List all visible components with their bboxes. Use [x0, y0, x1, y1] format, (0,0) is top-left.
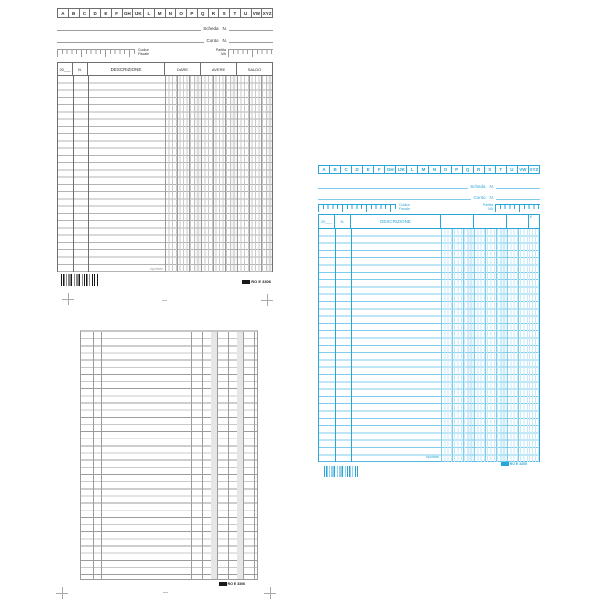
- index-tab-xyz: XYZ: [261, 8, 273, 18]
- scheda-label: Scheda: [470, 184, 486, 189]
- col-header-n: N.: [335, 215, 351, 228]
- conto-label: Conto: [473, 195, 486, 200]
- ledger-grid-body: [319, 229, 539, 462]
- ledger-card-front: [57, 8, 273, 286]
- partita-label-line1: Partita: [215, 48, 226, 52]
- index-tab-m: M: [154, 8, 166, 18]
- index-tab-ijk: IJK: [395, 165, 407, 174]
- conto-fill-line: [229, 42, 273, 43]
- index-tab-t: T: [229, 8, 241, 18]
- side-digit-ruling: [529, 229, 539, 462]
- col-header-descrizione: DESCRIZIONE: [351, 215, 441, 228]
- codice-label-line2: Fiscale: [138, 52, 150, 56]
- ledger-card-back: [80, 330, 258, 586]
- grid-vline: [101, 332, 102, 579]
- conto-line: [318, 193, 540, 200]
- col-header-saldo: SALDO: [247, 66, 262, 72]
- index-tab-u: U: [506, 165, 518, 174]
- grid-vline: [228, 332, 229, 579]
- codice-fiscale-comb: [57, 49, 135, 58]
- index-tab-gh: GH: [384, 165, 396, 174]
- barcode: [61, 274, 99, 286]
- col-header-n: N.: [73, 63, 88, 75]
- col-header-year: 20___: [58, 63, 73, 75]
- grid-vline: [243, 332, 244, 579]
- partita-label-line1: Partita: [482, 203, 493, 207]
- scheda-fill-line: [229, 30, 273, 31]
- registration-cross-mark: [56, 587, 68, 599]
- index-tab-u: U: [240, 8, 252, 18]
- ledger-table-header: [58, 63, 272, 76]
- registration-cross-mark: [264, 587, 276, 599]
- product-code: [242, 279, 271, 284]
- index-tab-r: R: [473, 165, 485, 174]
- codes-comb-row: [57, 49, 273, 59]
- col-header-amount-2: [474, 215, 507, 228]
- codice-label-line2: Fiscale: [399, 207, 411, 211]
- cents-shade-stripe: [237, 332, 243, 579]
- index-tab-strip-blue: [318, 165, 540, 174]
- index-tab-a: A: [57, 8, 69, 18]
- product-code: [219, 582, 245, 586]
- brand-logo: [501, 462, 509, 466]
- codes-comb-row: [318, 204, 540, 214]
- index-tab-xyz: XYZ: [529, 167, 539, 172]
- ledger-table: [318, 214, 540, 462]
- grid-vline: [93, 332, 94, 579]
- index-tab-l: L: [143, 8, 155, 18]
- index-tab-n: N: [165, 8, 177, 18]
- scheda-n-label: N.: [222, 26, 227, 31]
- index-tab-d: D: [351, 165, 363, 174]
- rule-line: [57, 30, 201, 31]
- index-tab-gh: GH: [122, 8, 134, 18]
- index-tab-q: Q: [197, 8, 209, 18]
- grid-vline: [73, 76, 74, 272]
- brand-logo: [219, 582, 227, 586]
- index-tab-f: F: [111, 8, 123, 18]
- scheda-fill-line: [496, 188, 540, 189]
- conto-fill-line: [496, 199, 540, 200]
- col-header-euro-mark: €: [530, 215, 532, 219]
- index-tab-l: L: [406, 165, 418, 174]
- barcode: [324, 466, 358, 477]
- index-tab-s: S: [218, 8, 230, 18]
- grid-vline: [254, 332, 255, 579]
- rule-line: [318, 188, 468, 189]
- ledger-table: [57, 62, 273, 272]
- registration-center-dash: [162, 300, 167, 301]
- col-header-avere: AVERE: [201, 63, 237, 75]
- rule-line: [318, 199, 471, 200]
- grid-vline: [217, 332, 218, 579]
- registration-cross-mark: [261, 294, 273, 306]
- amount-digit-ruling: [441, 229, 529, 462]
- partita-iva-comb: [228, 49, 273, 58]
- col-header-year: 20___: [319, 215, 335, 228]
- partita-label-line2: IVA: [487, 207, 493, 211]
- partita-label-line2: IVA: [220, 52, 226, 56]
- index-tab-n: N: [428, 165, 440, 174]
- index-tab-vw: VW: [517, 165, 529, 174]
- col-header-amount-1: [441, 215, 474, 228]
- cents-shade-stripe: [211, 332, 217, 579]
- registration-cross-mark: [62, 293, 74, 305]
- grid-vline: [191, 332, 192, 579]
- index-tab-e: E: [100, 8, 112, 18]
- index-tab-b: B: [68, 8, 80, 18]
- brand-logo: [242, 280, 250, 284]
- registration-center-dash: [163, 592, 168, 593]
- index-tab-f: F: [373, 165, 385, 174]
- index-tab-c: C: [340, 165, 352, 174]
- ledger-table-header: [319, 215, 539, 229]
- index-tab-e: E: [362, 165, 374, 174]
- product-code-text: RO E 3306: [227, 582, 245, 586]
- rule-line: [57, 42, 204, 43]
- index-tab-m: M: [417, 165, 429, 174]
- index-tab-vw: VW: [251, 8, 263, 18]
- codice-fiscale-comb: [318, 204, 396, 213]
- ledger-card-front-blue: [318, 165, 540, 480]
- scheda-line: [318, 182, 540, 189]
- codice-fiscale-label: [399, 203, 410, 211]
- conto-n-label: N.: [222, 38, 227, 43]
- conto-n-label: N.: [489, 195, 494, 200]
- index-tab-p: P: [451, 165, 463, 174]
- index-tab-b: B: [329, 165, 341, 174]
- index-tab-o: O: [440, 165, 452, 174]
- index-tab-s: S: [484, 165, 496, 174]
- codice-label-line1: Codice: [399, 203, 410, 207]
- index-tab-r: R: [208, 8, 220, 18]
- product-code-text: RO E 3305: [509, 462, 527, 466]
- product-code: [501, 462, 527, 466]
- grid-vline: [202, 332, 203, 579]
- index-tab-strip: [57, 8, 273, 18]
- conto-line: [57, 36, 273, 43]
- index-tab-o: O: [175, 8, 187, 18]
- partita-iva-label: [483, 203, 493, 211]
- index-tab-c: C: [79, 8, 91, 18]
- codice-fiscale-label: [138, 48, 149, 56]
- conto-label: Conto: [206, 38, 219, 43]
- index-tab-d: D: [89, 8, 101, 18]
- grid-vline: [335, 229, 336, 462]
- grid-vline: [351, 229, 352, 462]
- scheda-label: Scheda: [203, 26, 219, 31]
- product-code-text: RO E 3306: [251, 279, 271, 284]
- grid-vline: [88, 76, 89, 272]
- scheda-n-label: N.: [489, 184, 494, 189]
- index-tab-ijk: IJK: [132, 8, 144, 18]
- riportare-note: riportare: [425, 455, 439, 459]
- index-tab-t: T: [495, 165, 507, 174]
- col-header-descrizione: DESCRIZIONE: [88, 63, 165, 75]
- index-tab-p: P: [186, 8, 198, 18]
- amount-digit-ruling: [165, 76, 272, 272]
- index-tab-q: Q: [462, 165, 474, 174]
- ledger-grid-body: [58, 76, 272, 272]
- col-header-amount-3: [507, 215, 529, 228]
- index-tab-a: A: [318, 165, 330, 174]
- partita-iva-comb: [495, 204, 540, 213]
- codice-label-line1: Codice: [138, 48, 149, 52]
- partita-iva-label: [216, 48, 226, 56]
- riportare-note: riportare: [149, 267, 163, 271]
- scheda-line: [57, 24, 273, 31]
- col-header-dare: DARE: [165, 63, 201, 75]
